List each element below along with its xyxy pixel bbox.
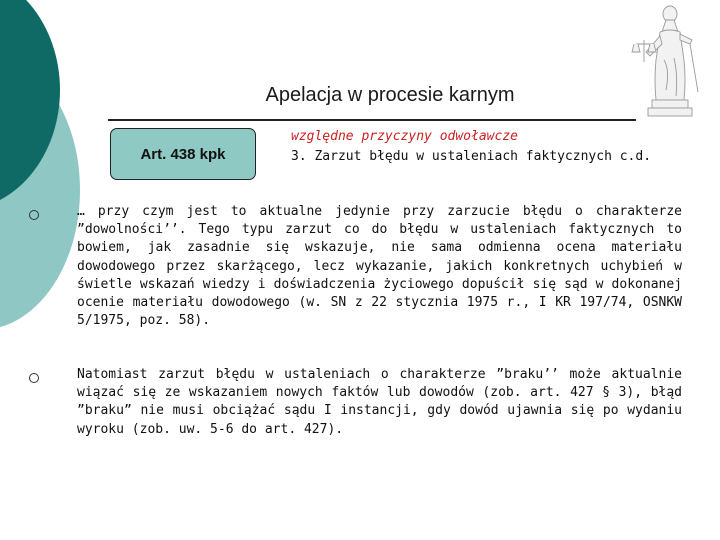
subtitle-topic: 3. Zarzut błędu w ustaleniach faktycznych c.d.: [291, 149, 652, 164]
subtitle-block: [291, 127, 691, 167]
title-divider: [108, 119, 636, 121]
body-paragraph: … przy czym jest to aktualne jedynie przy zarzucie błędu o charakterze ”dowolności’’. Tego typu zarzut co do błędu w ustaleniach faktycznych to bowiem, jak zasadnie się wskazuje, nie sama odmienna ocena materiału dowodowego przez skarżącego, lecz wykazanie, jakich konkretnych uchybień w świetle wskazań wiedzy i doświadczenia życiowego dopuścił się sąd w dokonanej ocenie materiału dowodowego (w. SN z 22 stycznia 1975 r., I KR 197/74, OSNKW 5/1975, poz. 58).: [77, 204, 682, 329]
subtitle-category: względne przyczyny odwoławcze: [291, 129, 518, 144]
body-paragraph: Natomiast zarzut błędu w ustaleniach o charakterze ”braku’’ może aktualnie wiązać się ze wskazaniem nowych faktów lub dowodów (zob. art. 427 § 3), błąd ”braku” nie musi obciążać sądu I instancji, gdy dowód ujawnia się po wydaniu wyroku (zob. uw. 5-6 do art. 427).: [77, 367, 682, 437]
justice-statue-icon: [628, 0, 708, 130]
hollow-circle-bullet-icon: [29, 210, 39, 220]
article-label-box: [110, 128, 256, 180]
article-label: Art. 438 kpk: [140, 145, 226, 163]
slide-title: Apelacja w procesie karnym: [265, 84, 515, 106]
hollow-circle-bullet-icon: [29, 373, 39, 383]
